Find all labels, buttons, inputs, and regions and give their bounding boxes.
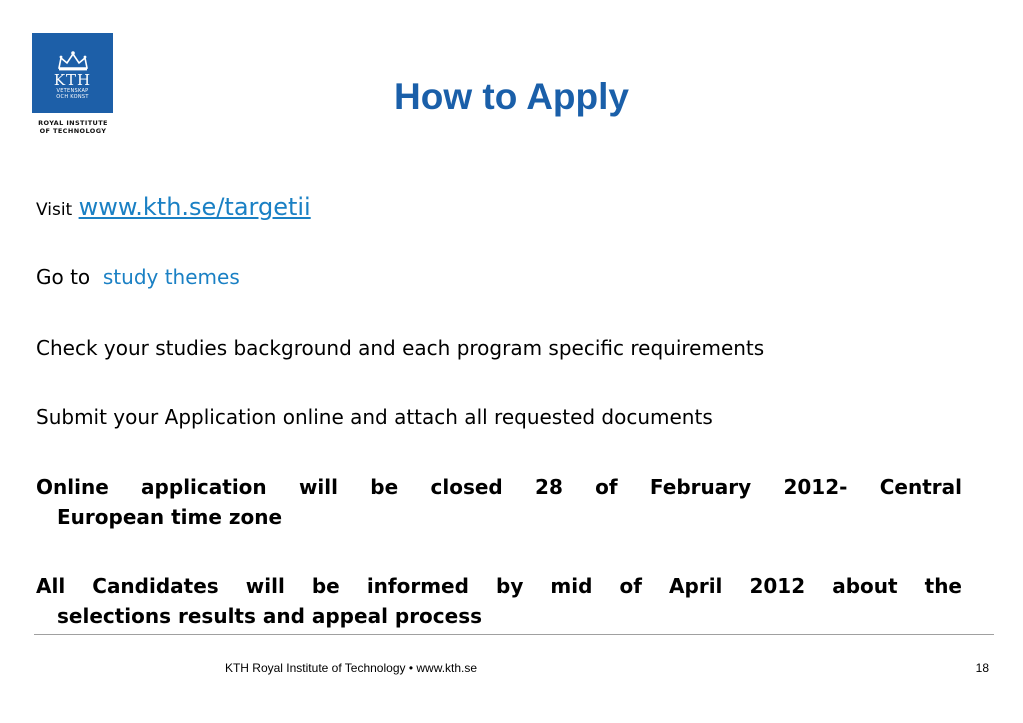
footer-divider bbox=[34, 634, 994, 635]
check-requirements-text: Check your studies background and each program specific requirements bbox=[36, 336, 765, 360]
page-number: 18 bbox=[975, 661, 989, 675]
visit-line bbox=[36, 192, 962, 225]
logo-caption-line1: ROYAL INSTITUTE bbox=[38, 119, 108, 127]
submit-application-text: Submit your Application online and attach all requested documents bbox=[36, 405, 713, 429]
logo-caption-line2: OF TECHNOLOGY bbox=[39, 127, 107, 135]
logo-sub-line2: OCH KONST bbox=[56, 94, 89, 100]
deadline-notice bbox=[36, 472, 962, 532]
study-themes-link[interactable]: study themes bbox=[102, 265, 240, 289]
visit-label: Visit bbox=[36, 200, 73, 220]
crown-icon bbox=[53, 50, 93, 72]
deadline-line2: European time zone bbox=[57, 505, 283, 529]
deadline-line1: Online application will be closed 28 of February 2012- Central bbox=[36, 475, 962, 499]
targetii-link[interactable]: www.kth.se/targetii bbox=[78, 193, 311, 221]
slide-title: How to Apply bbox=[394, 76, 629, 117]
candidates-line2: selections results and appeal process bbox=[57, 604, 483, 628]
logo-sub-line1: VETENSKAP bbox=[56, 88, 89, 94]
goto-line bbox=[36, 262, 962, 292]
candidates-line1: All Candidates will be informed by mid of April 2012 about the bbox=[36, 574, 962, 598]
logo-caption bbox=[32, 119, 114, 135]
footer-text: KTH Royal Institute of Technology • www.kth.se bbox=[224, 661, 478, 675]
candidates-notice bbox=[36, 571, 962, 631]
goto-label: Go to bbox=[36, 265, 91, 289]
logo-mark: KTH bbox=[53, 71, 92, 89]
